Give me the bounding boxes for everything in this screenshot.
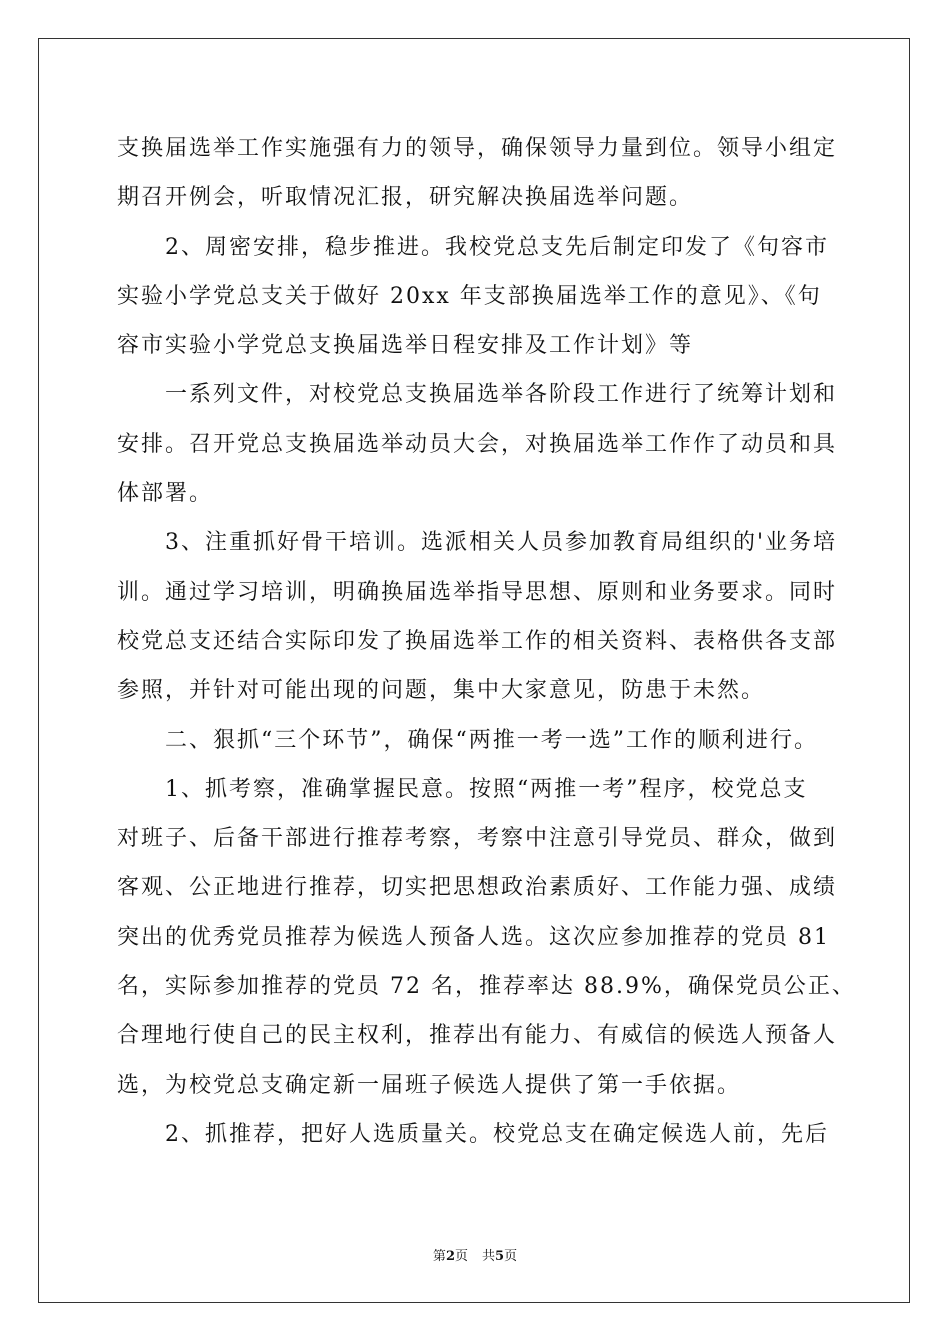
text-line: 参照，并针对可能出现的问题，集中大家意见，防患于未然。 bbox=[117, 678, 766, 704]
text-line: 校党总支还结合实际印发了换届选举工作的相关资料、表格供各支部 bbox=[117, 628, 838, 654]
text-line: 实验小学党总支关于做好 20xx 年支部换届选举工作的意见》、《句 bbox=[117, 283, 822, 309]
text-line: 选，为校党总支确定新一届班子候选人提供了第一手依据。 bbox=[117, 1072, 742, 1098]
text-line: 安排。召开党总支换届选举动员大会，对换届选举工作作了动员和具 bbox=[117, 431, 838, 457]
text-line: 一系列文件，对校党总支换届选举各阶段工作进行了统筹计划和 bbox=[165, 382, 838, 408]
text-line: 容市实验小学党总支换届选举日程安排及工作计划》等 bbox=[117, 333, 694, 359]
page-suffix: 页 bbox=[454, 1249, 468, 1264]
text-line: 对班子、后备干部进行推荐考察，考察中注意引导党员、群众，做到 bbox=[117, 826, 838, 852]
text-line: 训。通过学习培训，明确换届选举指导思想、原则和业务要求。同时 bbox=[117, 579, 838, 605]
text-line: 2、周密安排，稳步推进。我校党总支先后制定印发了《句容市 bbox=[165, 234, 829, 260]
total-pages: 5 bbox=[495, 1249, 505, 1264]
text-line: 二、狠抓“三个环节”，确保“两推一考一选”工作的顺利进行。 bbox=[165, 727, 818, 753]
text-line: 3、注重抓好骨干培训。选派相关人员参加教育局组织的'业务培 bbox=[165, 530, 838, 556]
page-prefix: 第 bbox=[432, 1249, 446, 1264]
page-footer bbox=[0, 1245, 950, 1264]
text-line: 名，实际参加推荐的党员 72 名，推荐率达 88.9%，确保党员公正、 bbox=[117, 974, 856, 1000]
total-suffix: 页 bbox=[504, 1249, 518, 1264]
text-line: 合理地行使自己的民主权利，推荐出有能力、有威信的候选人预备人 bbox=[117, 1023, 838, 1049]
text-line: 客观、公正地进行推荐，切实把思想政治素质好、工作能力强、成绩 bbox=[117, 875, 838, 901]
text-line: 支换届选举工作实施强有力的领导，确保领导力量到位。领导小组定 bbox=[117, 136, 838, 161]
text-line: 突出的优秀党员推荐为候选人预备人选。这次应参加推荐的党员 81 bbox=[117, 924, 830, 950]
document-body bbox=[117, 124, 856, 1159]
total-prefix: 共 bbox=[482, 1249, 496, 1264]
text-line: 体部署。 bbox=[117, 481, 214, 507]
page-number: 2 bbox=[445, 1249, 455, 1264]
text-line: 期召开例会，听取情况汇报，研究解决换届选举问题。 bbox=[117, 185, 694, 211]
text-line: 2、抓推荐，把好人选质量关。校党总支在确定候选人前，先后 bbox=[165, 1121, 829, 1147]
text-line: 1、抓考察，准确掌握民意。按照“两推一考”程序，校党总支 bbox=[165, 776, 808, 802]
